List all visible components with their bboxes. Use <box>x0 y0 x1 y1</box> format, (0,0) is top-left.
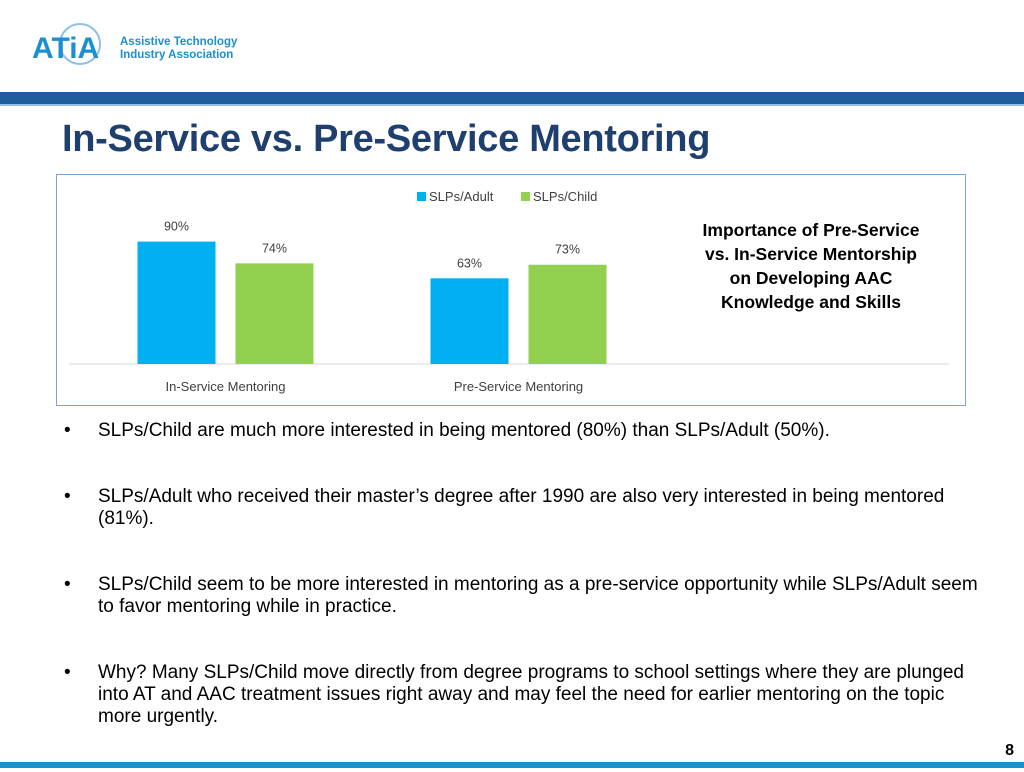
logo-text <box>120 36 237 62</box>
logo-line-1: Assistive Technology <box>120 36 238 48</box>
legend-swatch-slps-adult <box>417 192 426 201</box>
slide-title: In-Service vs. Pre-Service Mentoring <box>62 118 711 160</box>
bullet-item-2: • SLPs/Adult who received their master’s degree after 1990 are also very interested in being mentored (81%). <box>62 486 982 530</box>
data-label-slps-child-1: 74% <box>261 241 288 256</box>
bar-slps-adult-1 <box>138 242 216 364</box>
logo-line-2: Industry Association <box>120 49 234 61</box>
legend-label-slps-adult: SLPs/Adult <box>429 189 494 204</box>
header-band-accent <box>0 104 1024 106</box>
data-label-slps-adult-1: 90% <box>163 219 190 234</box>
bar-slps-child-1 <box>236 263 314 364</box>
category-label-1: In-Service Mentoring <box>165 379 286 394</box>
bullet-item-1: • SLPs/Child are much more interested in being mentored (80%) than SLPs/Adult (50%). <box>62 420 982 442</box>
bar-slps-adult-2 <box>431 278 509 364</box>
legend-label-slps-child: SLPs/Child <box>533 189 598 204</box>
atia-logo-icon <box>30 22 116 72</box>
page-number: 8 <box>1005 742 1014 759</box>
header-band <box>0 92 1024 104</box>
bullet-list <box>62 420 982 772</box>
atia-logo <box>30 14 240 76</box>
data-label-slps-adult-2: 63% <box>456 256 483 271</box>
bullet-item-3: • SLPs/Child seem to be more interested in mentoring as a pre-service opportunity while SLPs/Adult seem to favor mentoring while in practice. <box>62 574 982 618</box>
data-label-slps-child-2: 73% <box>554 242 581 257</box>
bullet-item-4: • Why? Many SLPs/Child move directly from degree programs to school settings where they are plunged into AT and AAC treatment issues right away and may feel the need for earlier mentoring on the topic more urgently. <box>62 662 982 728</box>
chart-side-title: Importance of Pre-Service vs. In-Service Mentorship on Developing AAC Knowledge and Skills <box>702 220 920 312</box>
footer-band <box>0 762 1024 768</box>
bar-slps-child-2 <box>529 265 607 364</box>
logo-mark-text: ATiA <box>32 32 100 65</box>
legend-swatch-slps-child <box>521 192 530 201</box>
category-label-2: Pre-Service Mentoring <box>453 379 584 394</box>
